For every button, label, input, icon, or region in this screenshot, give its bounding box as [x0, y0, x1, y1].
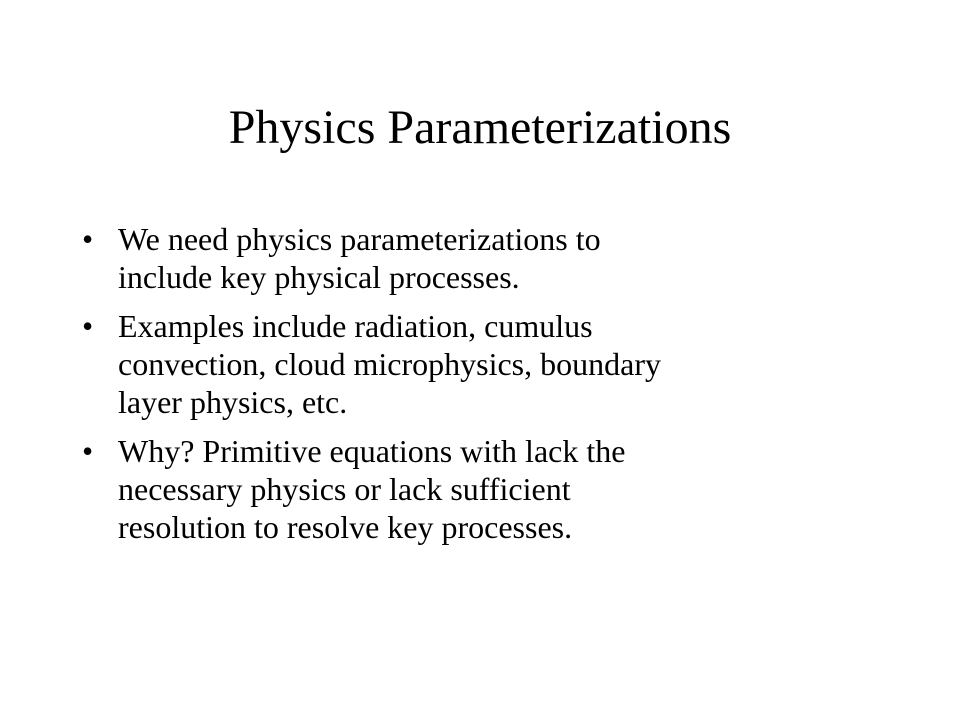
bullet-text-line: necessary physics or lack sufficient [118, 471, 571, 507]
bullet-item [82, 307, 882, 421]
bullet-text-line: include key physical processes. [118, 259, 520, 295]
bullet-text-line: Examples include radiation, cumulus [118, 308, 593, 344]
bullet-list [82, 220, 882, 557]
bullet-text-line: resolution to resolve key processes. [118, 509, 573, 545]
bullet-item [82, 432, 882, 546]
bullet-text-line: convection, cloud microphysics, boundary [118, 346, 661, 382]
bullet-text-line: Why? Primitive equations with lack the [118, 433, 626, 469]
slide-title: Physics Parameterizations [228, 101, 732, 154]
bullet-icon: • [82, 433, 94, 469]
bullet-item [82, 220, 882, 296]
bullet-icon: • [82, 308, 94, 344]
bullet-text-line: layer physics, etc. [118, 384, 348, 420]
bullet-text-line: We need physics parameterizations to [118, 221, 601, 257]
bullet-icon: • [82, 221, 94, 257]
